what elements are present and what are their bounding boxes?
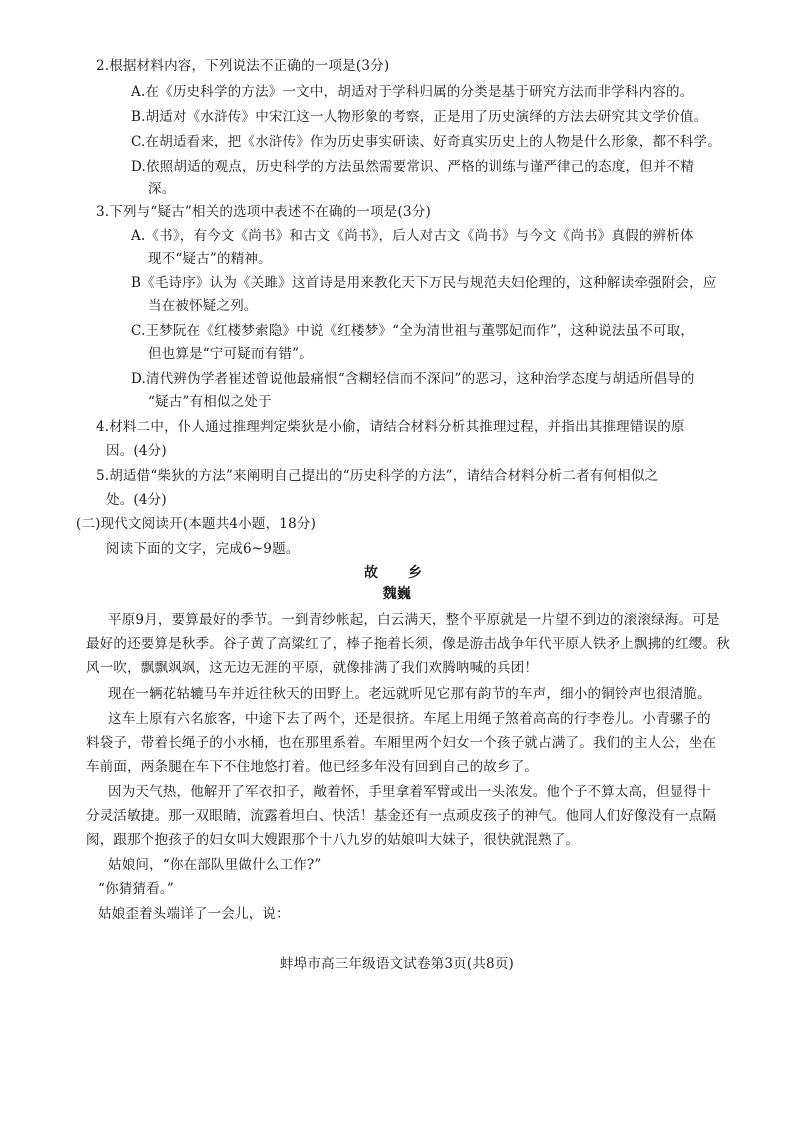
story-title: 故 乡	[364, 565, 430, 581]
story-p3-line3: 车前面，两条腿在车下不住地悠打着。他已经多年没有回到自己的故乡了。	[86, 759, 539, 775]
q3-option-a-cont: 现不“疑古”的精神。	[148, 251, 272, 267]
page-footer: 蚌埠市高三年级语文试卷第3页(共8页)	[279, 956, 514, 972]
q3-option-b-cont: 当在被怀疑之列。	[148, 298, 258, 314]
q3-option-d: D.清代辨伪学者崔述曾说他最痛恨“含糊轻信而不深问”的恶习，这种治学态度与胡适所倡导的	[131, 371, 695, 387]
q2-option-a: A.在《历史科学的方法》一文中，胡适对于学科归属的分类是基于研究方法而非学科内容的。	[131, 84, 694, 100]
story-p1-line1: 平原9月，要算最好的季节。一到青纱帐起，白云满天，整个平原就是一片望不到边的滚滚绿海。可是	[108, 612, 720, 628]
q2-stem: 2.根据材料内容，下列说法不正确的一项是(3分)	[96, 58, 390, 74]
section-heading: (二)现代文阅读开(本题共4小题，18分)	[76, 516, 317, 532]
q3-option-c-cont: 但也算是“宁可疑而有错”。	[148, 346, 313, 362]
q3-option-b: B《毛诗序》认为《关雎》这首诗是用来教化天下万民与规范夫妇伦理的，这种解读牵强附会，应	[131, 275, 717, 291]
story-p4-line1: 因为天气热，他解开了军衣扣子，敞着怀，手里拿着军臂或出一头浓发。他个子不算太高，但显得十	[108, 784, 711, 800]
story-p2-line1: 现在一辆花轱辘马车并近往秋天的田野上。老远就听见它那有韵节的车声，细小的铜铃声也很清脆。	[108, 686, 711, 702]
q2-option-c: C.在胡适看来，把《水浒传》作为历史事实研读、好奇真实历史上的人物是什么形象，都不科学。	[131, 134, 721, 150]
story-p6-line1: “你猜猜看。”	[98, 881, 174, 897]
q5-stem: 5.胡适借“柴狄的方法”来阐明自己提出的“历史科学的方法”，请结合材料分析二者有何相似之	[96, 468, 659, 484]
story-p4-line3: 阂，跟那个抱孩子的妇女叫大嫂跟那个十八九岁的姑娘叫大妹子，很快就混熟了。	[86, 832, 580, 848]
q2-option-b: B.胡适对《水浒传》中宋江这一人物形象的考察，正是用了历史演绎的方法去研究其文学价值。	[131, 109, 708, 125]
story-p3-line1: 这车上原有六名旅客，中途下去了两个，还是很挤。车尾上用绳子煞着高高的行李卷儿。小青骡子的	[108, 711, 711, 727]
q2-option-d: D.依照胡适的观点，历史科学的方法虽然需要常识、严格的训练与谨严律己的态度，但并不精	[131, 159, 695, 175]
q4-stem-cont: 因。(4分)	[106, 443, 167, 459]
q3-stem: 3.下列与“疑古”相关的选项中表述不在确的一项是(3分)	[96, 204, 431, 220]
section-instruction: 阅读下面的文字，完成6~9题。	[106, 541, 300, 557]
q3-option-d-cont: “疑古”有相似之处于	[148, 394, 272, 410]
story-author: 魏巍	[382, 586, 412, 602]
story-p3-line2: 料袋子，带着长绳子的小水桶，也在那里系着。车厢里两个妇女一个孩子就占满了。我们的主人公，坐在	[86, 735, 717, 751]
story-p4-line2: 分灵活敏捷。那一双眼睛，流露着坦白、快活！基金还有一点顽皮孩子的神气。他同人们好像没有一点隔	[86, 808, 717, 824]
q4-stem: 4.材料二中，仆人通过推理判定柴狄是小偷，请结合材料分析其推理过程，并指出其推理错误的原	[96, 419, 685, 435]
story-p5-line1: 姑娘问，“你在部队里做什么工作?”	[108, 857, 322, 873]
q3-option-a: A.《书》，有今文《尚书》和古文《尚书》，后人对古文《尚书》与今文《尚书》真假的辨析体	[131, 228, 694, 244]
q5-stem-cont: 处。(4分)	[106, 492, 167, 508]
story-p1-line3: 风一吹，飘飘飒飒，这无边无涯的平原，就像排满了我们欢腾呐喊的兵团！	[86, 660, 539, 676]
story-p7-line1: 姑娘歪着头端详了一会儿，说：	[98, 906, 290, 922]
story-p1-line2: 最好的还要算是秋季。谷子黄了高粱红了，棒子拖着长须，像是游击战争年代平原人铁矛上飘拂的红缨。秋	[86, 636, 730, 652]
q2-option-d-cont: 深。	[148, 181, 176, 197]
q3-option-c: C.王梦阮在《红楼梦索隐》中说《红楼梦》“全为清世祖与董鄂妃而作”，这种说法虽不可取，	[131, 323, 695, 339]
